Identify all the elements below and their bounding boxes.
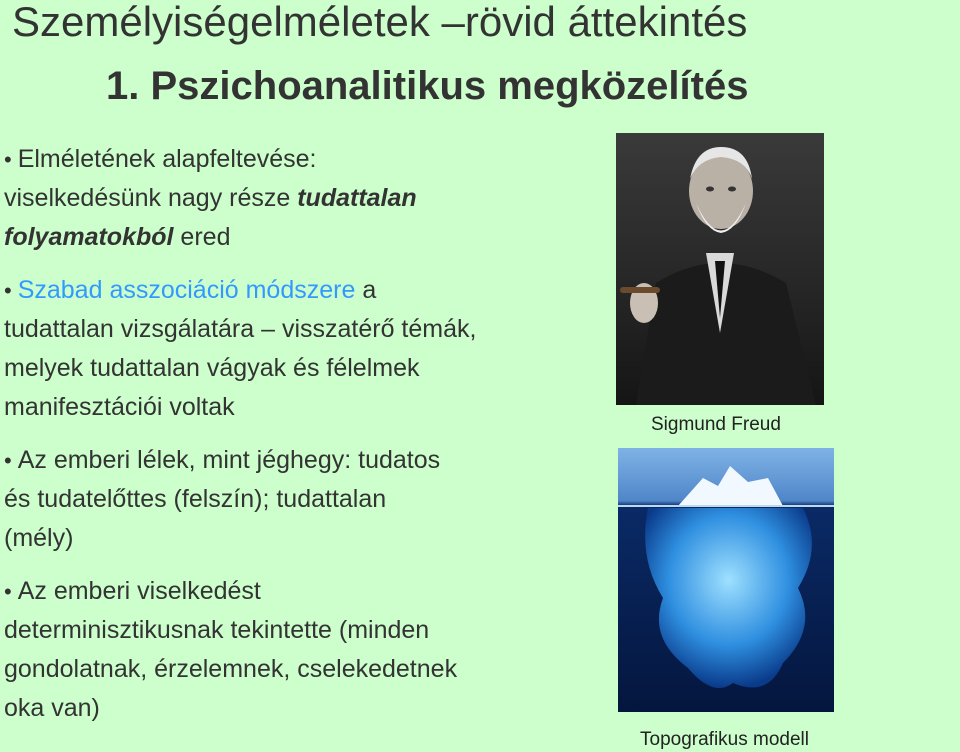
bullet-list <box>4 140 604 742</box>
bullet-4 <box>4 572 474 728</box>
bullet-2-highlight: Szabad asszociáció módszere <box>17 276 356 304</box>
bullet-3-text: Az emberi lélek, mint jéghegy: tudatos és tudatelőttes (felszín); tudattalan (mély) <box>4 446 441 552</box>
freud-caption: Sigmund Freud <box>651 414 781 435</box>
bullet-3 <box>4 441 454 558</box>
bullet-dot: • <box>4 448 12 473</box>
bullet-2-text: a tudattalan vizsgálatára – visszatérő témák, melyek tudattalan vágyak és félelmek manifesztációi voltak <box>4 276 477 421</box>
slide-title: Személyiségelméletek –rövid áttekintés <box>12 0 748 45</box>
bullet-dot: • <box>4 147 12 172</box>
iceberg-caption: Topografikus modell <box>640 729 809 750</box>
bullet-1-text: Elméletének alapfeltevése: viselkedésünk nagy része <box>4 145 317 212</box>
bullet-1 <box>4 140 434 257</box>
freud-portrait-image <box>616 133 824 405</box>
bullet-2 <box>4 271 484 427</box>
slide-subtitle: 1. Pszichoanalitikus megközelítés <box>106 64 749 108</box>
iceberg-image <box>618 448 834 712</box>
bullet-1-text-end: ered <box>173 223 231 251</box>
bullet-dot: • <box>4 579 12 604</box>
freud-portrait-illustration <box>616 133 824 405</box>
bullet-1-emphasis: tudattalan folyamatokból <box>4 184 417 251</box>
iceberg-illustration <box>618 448 834 712</box>
bullet-dot: • <box>4 278 12 303</box>
bullet-4-text: Az emberi viselkedést determinisztikusnak tekintette (minden gondolatnak, érzelemnek, cselekedetnek oka van) <box>4 577 458 722</box>
